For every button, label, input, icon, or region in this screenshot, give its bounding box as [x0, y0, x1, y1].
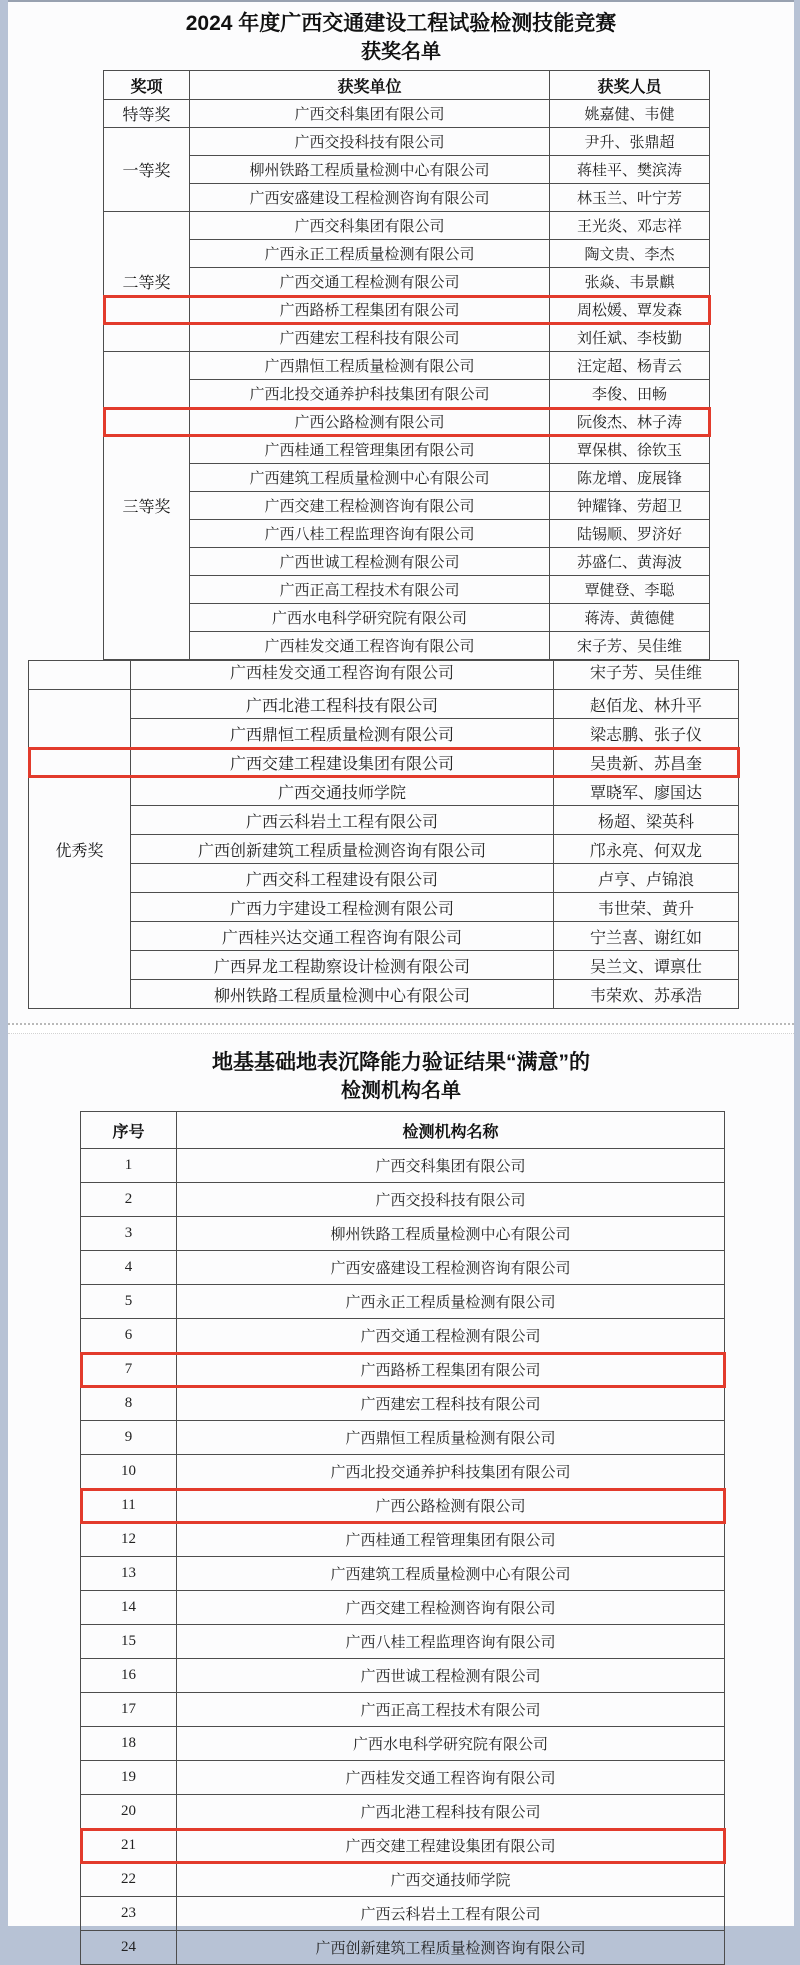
- people-cell: 吴贵新、苏昌奎: [554, 748, 739, 777]
- award-row: [29, 835, 739, 864]
- agency-row: [81, 1591, 725, 1625]
- agency-no-cell: 12: [81, 1523, 177, 1557]
- award-row: [104, 380, 710, 408]
- award-row: [29, 922, 739, 951]
- agency-org-cell: 广西桂发交通工程咨询有限公司: [177, 1761, 725, 1795]
- agency-row: [81, 1625, 725, 1659]
- agency-row: [81, 1897, 725, 1931]
- agency-org-cell: 广西北港工程科技有限公司: [177, 1795, 725, 1829]
- org-cell: 广西公路检测有限公司: [190, 408, 550, 436]
- agency-no-cell: 16: [81, 1659, 177, 1693]
- org-cell: 广西安盛建设工程检测咨询有限公司: [190, 184, 550, 212]
- scanned-document-page: [8, 0, 794, 1957]
- agency-org-cell: 广西云科岩土工程有限公司: [177, 1897, 725, 1931]
- org-cell: 广西北投交通养护科技集团有限公司: [190, 380, 550, 408]
- col-header-org: 获奖单位: [190, 71, 550, 100]
- agency-no-cell: 24: [81, 1931, 177, 1965]
- agency-org-cell: 广西交通技师学院: [177, 1863, 725, 1897]
- award-row: [104, 212, 710, 240]
- agency-no-cell: 11: [81, 1489, 177, 1523]
- agency-row: [81, 1183, 725, 1217]
- agency-no-cell: 21: [81, 1829, 177, 1863]
- people-cell: 姚嘉健、韦健: [550, 100, 710, 128]
- people-cell: 蒋涛、黄德健: [550, 604, 710, 632]
- award-row: [104, 436, 710, 464]
- award-row: [104, 464, 710, 492]
- doc2-title-line2: 检测机构名单: [341, 1080, 461, 1102]
- agency-org-cell: 广西安盛建设工程检测咨询有限公司: [177, 1251, 725, 1285]
- award-row: [104, 604, 710, 632]
- org-cell: 广西建宏工程科技有限公司: [190, 324, 550, 352]
- people-cell: 苏盛仁、黄海波: [550, 548, 710, 576]
- org-cell: 广西桂发交通工程咨询有限公司: [190, 632, 550, 660]
- agency-org-cell: 广西水电科学研究院有限公司: [177, 1727, 725, 1761]
- org-cell: 广西交建工程检测咨询有限公司: [190, 492, 550, 520]
- org-cell: 广西建筑工程质量检测中心有限公司: [190, 464, 550, 492]
- award-row: [29, 719, 739, 748]
- agency-no-cell: 1: [81, 1149, 177, 1183]
- agency-no-cell: 8: [81, 1387, 177, 1421]
- agency-row: [81, 1863, 725, 1897]
- col-header-agency: 检测机构名称: [177, 1112, 725, 1149]
- people-cell: 蒋桂平、樊滨涛: [550, 156, 710, 184]
- agency-row-highlighted: [81, 1829, 725, 1863]
- people-cell: 尹升、张鼎超: [550, 128, 710, 156]
- award-row: [104, 184, 710, 212]
- people-cell: 覃健登、李聪: [550, 576, 710, 604]
- people-cell: 林玉兰、叶宁芳: [550, 184, 710, 212]
- agency-row: [81, 1727, 725, 1761]
- award-row: [29, 690, 739, 719]
- people-cell: 杨超、梁英科: [554, 806, 739, 835]
- people-cell: 韦荣欢、苏承浩: [554, 980, 739, 1009]
- award-row: [104, 492, 710, 520]
- people-cell: 刘任斌、李枝勤: [550, 324, 710, 352]
- award-level-cell: 二等奖: [104, 212, 190, 352]
- award-row: [104, 576, 710, 604]
- people-cell: 韦世荣、黄升: [554, 893, 739, 922]
- org-cell: 广西交通工程检测有限公司: [190, 268, 550, 296]
- people-cell: 周松媛、覃发森: [550, 296, 710, 324]
- doc1-section: [8, 11, 794, 1009]
- agency-row: [81, 1931, 725, 1965]
- people-cell: 宁兰喜、谢红如: [554, 922, 739, 951]
- agency-org-cell: 广西公路检测有限公司: [177, 1489, 725, 1523]
- agency-org-cell: 广西交投科技有限公司: [177, 1183, 725, 1217]
- agency-no-cell: 5: [81, 1285, 177, 1319]
- award-row-highlighted: [29, 748, 739, 777]
- org-cell: 广西水电科学研究院有限公司: [190, 604, 550, 632]
- org-cell: 广西桂通工程管理集团有限公司: [190, 436, 550, 464]
- people-cell: 汪定超、杨青云: [550, 352, 710, 380]
- award-row: [29, 893, 739, 922]
- agency-org-cell: 广西建宏工程科技有限公司: [177, 1387, 725, 1421]
- people-cell: 阮俊杰、林子涛: [550, 408, 710, 436]
- agency-no-cell: 4: [81, 1251, 177, 1285]
- org-cell: 广西力宇建设工程检测有限公司: [131, 893, 554, 922]
- agency-row-highlighted: [81, 1489, 725, 1523]
- agency-org-cell: 广西路桥工程集团有限公司: [177, 1353, 725, 1387]
- org-cell: 广西桂发交通工程咨询有限公司: [131, 661, 554, 690]
- org-cell: 广西交建工程建设集团有限公司: [131, 748, 554, 777]
- people-cell: 梁志鹏、张子仪: [554, 719, 739, 748]
- award-row: [29, 951, 739, 980]
- agency-org-cell: 柳州铁路工程质量检测中心有限公司: [177, 1217, 725, 1251]
- agency-org-cell: 广西交科集团有限公司: [177, 1149, 725, 1183]
- org-cell: 广西八桂工程监理咨询有限公司: [190, 520, 550, 548]
- agency-row: [81, 1455, 725, 1489]
- awards-table-header-row: [104, 71, 710, 100]
- award-level-cell: [29, 661, 131, 690]
- org-cell: 广西云科岩土工程有限公司: [131, 806, 554, 835]
- org-cell: 广西正高工程技术有限公司: [190, 576, 550, 604]
- awards-table: [103, 70, 710, 660]
- col-header-award: 奖项: [104, 71, 190, 100]
- people-cell: 张焱、韦景麒: [550, 268, 710, 296]
- award-level-cell: 优秀奖: [29, 690, 131, 1009]
- people-cell: 卢亨、卢锦浪: [554, 864, 739, 893]
- agency-no-cell: 15: [81, 1625, 177, 1659]
- people-cell: 邝永亮、何双龙: [554, 835, 739, 864]
- org-cell: 广西交投科技有限公司: [190, 128, 550, 156]
- agency-no-cell: 19: [81, 1761, 177, 1795]
- agency-row: [81, 1149, 725, 1183]
- org-cell: 广西交通技师学院: [131, 777, 554, 806]
- people-cell: 宋子芳、吴佳维: [550, 632, 710, 660]
- agency-org-cell: 广西永正工程质量检测有限公司: [177, 1285, 725, 1319]
- award-level-cell: 三等奖: [104, 352, 190, 660]
- award-level-cell: 特等奖: [104, 100, 190, 128]
- agency-no-cell: 9: [81, 1421, 177, 1455]
- award-row-highlighted: [104, 408, 710, 436]
- agency-row: [81, 1557, 725, 1591]
- award-row: [29, 864, 739, 893]
- org-cell: 广西鼎恒工程质量检测有限公司: [131, 719, 554, 748]
- col-header-no: 序号: [81, 1112, 177, 1149]
- org-cell: 广西世诚工程检测有限公司: [190, 548, 550, 576]
- agency-no-cell: 7: [81, 1353, 177, 1387]
- agency-org-cell: 广西交通工程检测有限公司: [177, 1319, 725, 1353]
- agency-no-cell: 6: [81, 1319, 177, 1353]
- award-row: [104, 520, 710, 548]
- people-cell: 覃保棋、徐钦玉: [550, 436, 710, 464]
- agency-no-cell: 18: [81, 1727, 177, 1761]
- agency-org-cell: 广西桂通工程管理集团有限公司: [177, 1523, 725, 1557]
- agency-row: [81, 1761, 725, 1795]
- agency-row: [81, 1523, 725, 1557]
- agency-no-cell: 17: [81, 1693, 177, 1727]
- agency-row: [81, 1659, 725, 1693]
- agency-no-cell: 2: [81, 1183, 177, 1217]
- agency-no-cell: 22: [81, 1863, 177, 1897]
- org-cell: 广西鼎恒工程质量检测有限公司: [190, 352, 550, 380]
- agency-row: [81, 1319, 725, 1353]
- agency-org-cell: 广西交建工程建设集团有限公司: [177, 1829, 725, 1863]
- people-cell: 陈龙增、庞展锋: [550, 464, 710, 492]
- award-level-cell: 一等奖: [104, 128, 190, 212]
- award-row: [29, 777, 739, 806]
- doc2-title-line1: 地基基础地表沉降能力验证结果“满意”的: [212, 1051, 590, 1074]
- agency-no-cell: 10: [81, 1455, 177, 1489]
- people-cell: 钟耀锋、劳超卫: [550, 492, 710, 520]
- agency-table-header-row: [81, 1112, 725, 1149]
- agency-org-cell: 广西世诚工程检测有限公司: [177, 1659, 725, 1693]
- org-cell: 广西创新建筑工程质量检测咨询有限公司: [131, 835, 554, 864]
- agency-no-cell: 14: [81, 1591, 177, 1625]
- agency-org-cell: 广西正高工程技术有限公司: [177, 1693, 725, 1727]
- screenshot-stitch-seam: [8, 1023, 794, 1034]
- people-cell: 王光炎、邓志祥: [550, 212, 710, 240]
- agency-no-cell: 20: [81, 1795, 177, 1829]
- agency-no-cell: 3: [81, 1217, 177, 1251]
- org-cell: 广西桂兴达交通工程咨询有限公司: [131, 922, 554, 951]
- org-cell: 广西昇龙工程勘察设计检测有限公司: [131, 951, 554, 980]
- agency-table: [80, 1111, 725, 1965]
- people-cell: 宋子芳、吴佳维: [554, 661, 739, 690]
- award-row: [104, 268, 710, 296]
- award-row: [104, 352, 710, 380]
- agency-row: [81, 1217, 725, 1251]
- award-row: [104, 128, 710, 156]
- award-row: [104, 240, 710, 268]
- org-cell: 广西交科集团有限公司: [190, 100, 550, 128]
- org-cell: 广西路桥工程集团有限公司: [190, 296, 550, 324]
- award-row: [104, 324, 710, 352]
- agency-row: [81, 1795, 725, 1829]
- agency-org-cell: 广西八桂工程监理咨询有限公司: [177, 1625, 725, 1659]
- awards-table-excellence: [28, 660, 739, 1009]
- award-row-highlighted: [104, 296, 710, 324]
- agency-row: [81, 1251, 725, 1285]
- people-cell: 覃晓军、廖国达: [554, 777, 739, 806]
- people-cell: 陆锡顺、罗济好: [550, 520, 710, 548]
- people-cell: 陶文贵、李杰: [550, 240, 710, 268]
- award-row: [104, 100, 710, 128]
- org-cell: 广西交科集团有限公司: [190, 212, 550, 240]
- award-row: [104, 632, 710, 660]
- col-header-people: 获奖人员: [550, 71, 710, 100]
- doc1-subtitle: 获奖名单: [361, 41, 441, 63]
- agency-row: [81, 1421, 725, 1455]
- agency-org-cell: 广西建筑工程质量检测中心有限公司: [177, 1557, 725, 1591]
- agency-no-cell: 13: [81, 1557, 177, 1591]
- agency-no-cell: 23: [81, 1897, 177, 1931]
- award-row: [29, 980, 739, 1009]
- org-cell: 广西北港工程科技有限公司: [131, 690, 554, 719]
- people-cell: 赵佰龙、林升平: [554, 690, 739, 719]
- award-row: [29, 806, 739, 835]
- spliced-partial-row: [29, 661, 739, 690]
- agency-org-cell: 广西北投交通养护科技集团有限公司: [177, 1455, 725, 1489]
- agency-org-cell: 广西交建工程检测咨询有限公司: [177, 1591, 725, 1625]
- award-row: [104, 548, 710, 576]
- agency-row: [81, 1693, 725, 1727]
- agency-row-highlighted: [81, 1353, 725, 1387]
- people-cell: 李俊、田畅: [550, 380, 710, 408]
- doc2-section: [8, 1050, 794, 1965]
- org-cell: 柳州铁路工程质量检测中心有限公司: [190, 156, 550, 184]
- agency-row: [81, 1285, 725, 1319]
- award-row: [104, 156, 710, 184]
- org-cell: 广西永正工程质量检测有限公司: [190, 240, 550, 268]
- agency-row: [81, 1387, 725, 1421]
- agency-org-cell: 广西创新建筑工程质量检测咨询有限公司: [177, 1931, 725, 1965]
- agency-org-cell: 广西鼎恒工程质量检测有限公司: [177, 1421, 725, 1455]
- people-cell: 吴兰文、谭禀仕: [554, 951, 739, 980]
- org-cell: 广西交科工程建设有限公司: [131, 864, 554, 893]
- org-cell: 柳州铁路工程质量检测中心有限公司: [131, 980, 554, 1009]
- doc1-title: 2024 年度广西交通建设工程试验检测技能竞赛: [185, 12, 617, 35]
